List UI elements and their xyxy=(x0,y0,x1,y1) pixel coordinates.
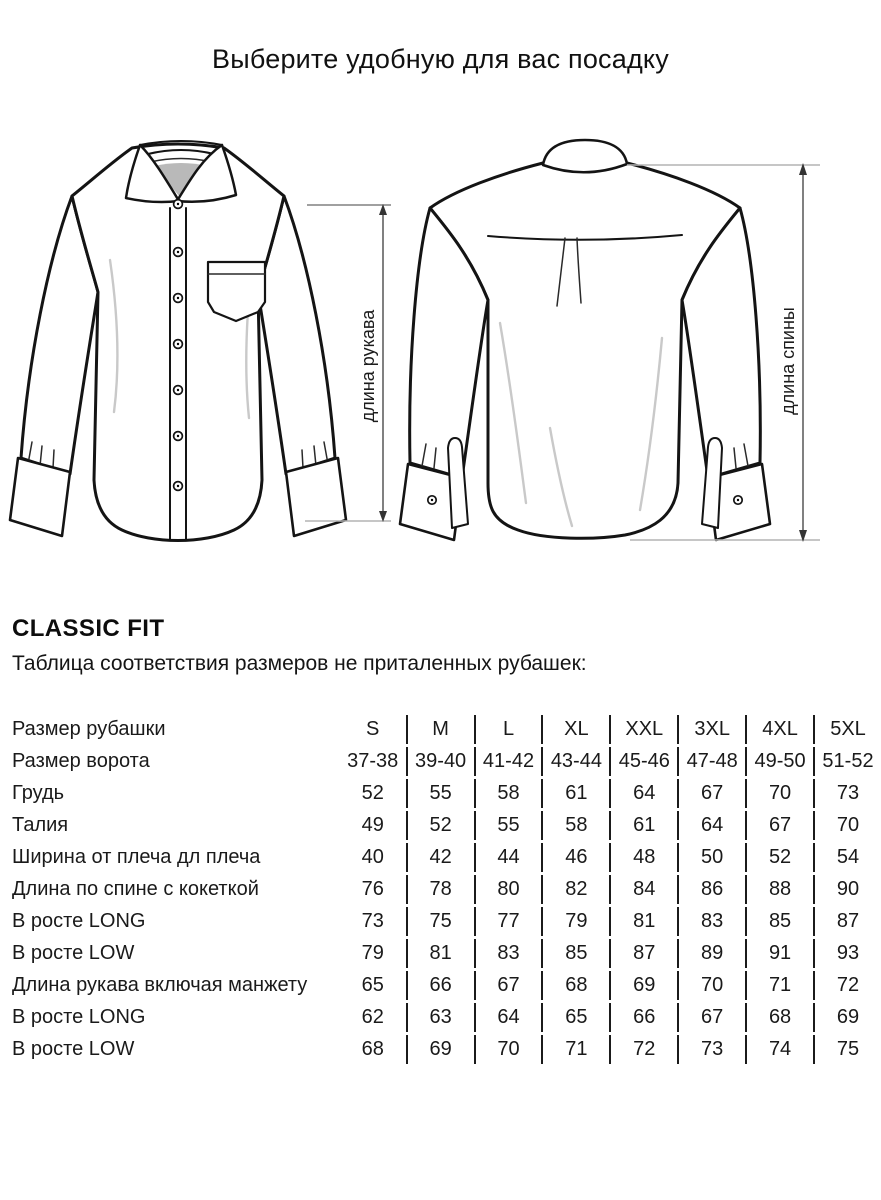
size-value: 72 xyxy=(609,1035,677,1064)
table-row xyxy=(12,1003,881,1032)
size-value: 79 xyxy=(541,907,609,936)
size-value: 63 xyxy=(406,1003,474,1032)
size-value: 64 xyxy=(677,811,745,840)
size-value: 40 xyxy=(361,846,384,868)
size-value: 84 xyxy=(609,875,677,904)
size-value: 83 xyxy=(474,939,542,968)
shirt-fit-diagram xyxy=(0,130,881,570)
sleeve-length-label: длина рукава xyxy=(358,309,378,423)
row-label: В росте LOW xyxy=(12,942,135,964)
row-label: Талия xyxy=(12,814,69,836)
size-value: 83 xyxy=(677,907,745,936)
size-value: 73 xyxy=(677,1035,745,1064)
row-label: Длина рукава включая манжету xyxy=(12,974,308,996)
size-value: 49 xyxy=(361,814,384,836)
size-value: 93 xyxy=(813,939,881,968)
size-value: 68 xyxy=(541,971,609,1000)
size-value: 69 xyxy=(609,971,677,1000)
size-value: 81 xyxy=(406,939,474,968)
row-label: Размер рубашки xyxy=(12,718,166,740)
shirt-front-drawing-icon xyxy=(10,141,346,541)
size-column-header: XL xyxy=(541,715,609,744)
size-value: 67 xyxy=(474,971,542,1000)
size-value: 51-52 xyxy=(813,747,881,776)
table-row xyxy=(12,907,881,936)
size-value: 49-50 xyxy=(745,747,813,776)
size-value: 52 xyxy=(361,782,384,804)
size-value: 88 xyxy=(745,875,813,904)
table-row xyxy=(12,779,881,808)
size-value: 67 xyxy=(745,811,813,840)
size-value: 81 xyxy=(609,907,677,936)
size-value: 54 xyxy=(813,843,881,872)
size-value: 82 xyxy=(541,875,609,904)
size-value: 72 xyxy=(813,971,881,1000)
size-value: 65 xyxy=(541,1003,609,1032)
size-value: 70 xyxy=(677,971,745,1000)
row-label: Грудь xyxy=(12,782,65,804)
shirt-back-drawing-icon xyxy=(400,140,770,540)
size-column-header: S xyxy=(366,718,380,740)
back-collar xyxy=(543,140,627,172)
row-label: Ширина от плеча дл плеча xyxy=(12,846,261,868)
size-value: 50 xyxy=(677,843,745,872)
size-value: 85 xyxy=(541,939,609,968)
size-value: 64 xyxy=(609,779,677,808)
size-value: 42 xyxy=(406,843,474,872)
size-value: 73 xyxy=(361,910,384,932)
table-row xyxy=(12,971,881,1000)
table-row xyxy=(12,875,881,904)
size-value: 61 xyxy=(541,779,609,808)
size-value: 43-44 xyxy=(541,747,609,776)
size-value: 69 xyxy=(406,1035,474,1064)
size-value: 86 xyxy=(677,875,745,904)
row-label: Длина по спине с кокеткой xyxy=(12,878,259,900)
size-value: 41-42 xyxy=(474,747,542,776)
fit-heading: CLASSIC FIT xyxy=(12,615,165,642)
table-row xyxy=(12,843,881,872)
size-value: 55 xyxy=(474,811,542,840)
size-value: 70 xyxy=(813,811,881,840)
table-row xyxy=(12,1035,881,1064)
size-column-header: 5XL xyxy=(813,715,881,744)
size-value: 68 xyxy=(745,1003,813,1032)
size-value: 55 xyxy=(406,779,474,808)
size-value: 70 xyxy=(745,779,813,808)
size-value: 62 xyxy=(361,1006,384,1028)
size-value: 76 xyxy=(361,878,384,900)
size-value: 90 xyxy=(813,875,881,904)
size-value: 74 xyxy=(745,1035,813,1064)
size-value: 80 xyxy=(474,875,542,904)
table-row xyxy=(12,939,881,968)
size-value: 91 xyxy=(745,939,813,968)
size-value: 89 xyxy=(677,939,745,968)
size-value: 75 xyxy=(813,1035,881,1064)
back-length-label: длина спины xyxy=(778,307,798,415)
row-label: Размер ворота xyxy=(12,750,150,772)
size-value: 65 xyxy=(361,974,384,996)
size-value: 78 xyxy=(406,875,474,904)
size-value: 52 xyxy=(406,811,474,840)
size-value: 39-40 xyxy=(406,747,474,776)
size-column-header: 3XL xyxy=(677,715,745,744)
front-left-cuff xyxy=(10,458,70,536)
size-value: 87 xyxy=(609,939,677,968)
size-value: 85 xyxy=(745,907,813,936)
size-column-header: 4XL xyxy=(745,715,813,744)
size-value: 66 xyxy=(406,971,474,1000)
size-column-header: XXL xyxy=(609,715,677,744)
size-value: 44 xyxy=(474,843,542,872)
size-value: 70 xyxy=(474,1035,542,1064)
size-value: 87 xyxy=(813,907,881,936)
row-label: В росте LOW xyxy=(12,1038,135,1060)
size-value: 47-48 xyxy=(677,747,745,776)
size-value: 45-46 xyxy=(609,747,677,776)
size-value: 77 xyxy=(474,907,542,936)
size-value: 73 xyxy=(813,779,881,808)
size-value: 37-38 xyxy=(347,750,399,772)
size-value: 61 xyxy=(609,811,677,840)
size-value: 67 xyxy=(677,779,745,808)
table-row xyxy=(12,811,881,840)
front-right-cuff xyxy=(286,458,346,536)
table-row xyxy=(12,747,881,776)
size-value: 48 xyxy=(609,843,677,872)
size-value: 64 xyxy=(474,1003,542,1032)
size-table xyxy=(12,712,881,1067)
size-column-header: L xyxy=(474,715,542,744)
page-title: Выберите удобную для вас посадку xyxy=(212,44,669,74)
size-value: 79 xyxy=(361,942,384,964)
size-column-header: M xyxy=(406,715,474,744)
size-value: 67 xyxy=(677,1003,745,1032)
size-value: 58 xyxy=(474,779,542,808)
fit-subtitle: Таблица соответствия размеров не приталенных рубашек: xyxy=(12,652,587,675)
size-value: 66 xyxy=(609,1003,677,1032)
row-label: В росте LONG xyxy=(12,1006,146,1028)
chest-pocket xyxy=(208,262,265,321)
size-value: 69 xyxy=(813,1003,881,1032)
size-table-body xyxy=(12,715,881,1064)
size-value: 75 xyxy=(406,907,474,936)
size-value: 52 xyxy=(745,843,813,872)
size-value: 68 xyxy=(361,1038,384,1060)
size-value: 58 xyxy=(541,811,609,840)
size-value: 46 xyxy=(541,843,609,872)
size-value: 71 xyxy=(745,971,813,1000)
row-label: В росте LONG xyxy=(12,910,146,932)
table-row xyxy=(12,715,881,744)
size-value: 71 xyxy=(541,1035,609,1064)
